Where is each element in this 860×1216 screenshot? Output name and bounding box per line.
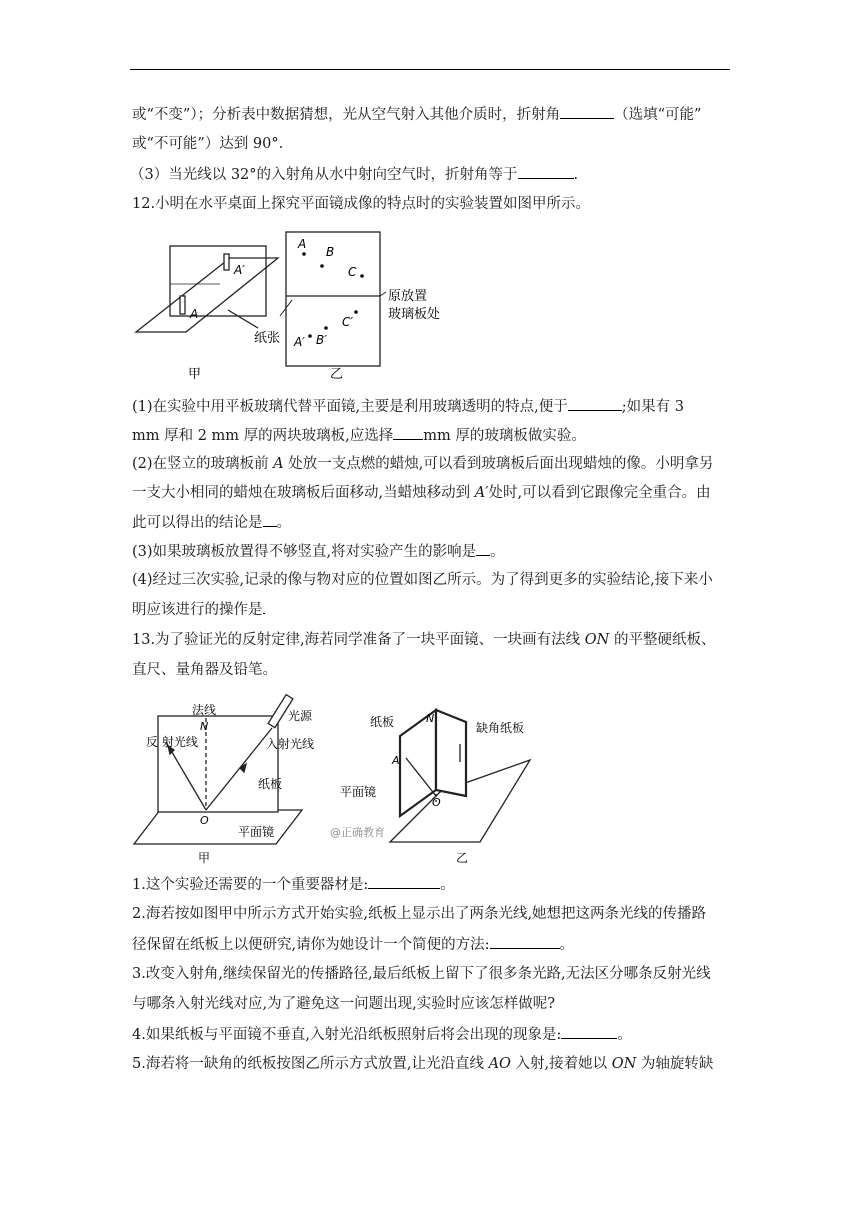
q12-p4-line2: 明应该进行的操作是 bbox=[132, 599, 265, 620]
label-reflect: 反 射光线 bbox=[146, 735, 198, 749]
q11-line1: 或“不变”）；分析表中数据猜想，光从空气射入其他介质时，折射角 （选填“可能” bbox=[132, 104, 701, 125]
label-jia: 甲 bbox=[188, 367, 202, 382]
answer-blank[interactable] bbox=[568, 396, 622, 411]
label-b: B bbox=[326, 245, 335, 259]
label-b-prime: B′ bbox=[316, 333, 327, 347]
label-notched: 缺角纸板 bbox=[476, 721, 525, 735]
label-o2: O bbox=[432, 796, 441, 809]
answer-blank[interactable] bbox=[560, 104, 614, 119]
answer-blank[interactable] bbox=[490, 934, 560, 949]
label-normal: 法线 bbox=[192, 703, 217, 717]
label-orig1: 原放置 bbox=[388, 289, 428, 304]
label-b-a: A bbox=[298, 237, 307, 251]
answer-blank[interactable] bbox=[263, 599, 265, 614]
header-rule bbox=[130, 69, 730, 70]
q12-title: 12.小明在水平桌面上探究平面镜成像的特点时的实验装置如图甲所示。 bbox=[132, 196, 591, 212]
q13-item5: 5.海若将一缺角的纸板按图乙所示方式放置,让光沿直线 AO 入射,接着她以 ON 为轴旋转缺 bbox=[132, 1056, 714, 1072]
q12-p2-line2: 一支大小相同的蜡烛在玻璃板后面移动,当蜡烛移动到 A′处时,可以看到它跟像完全重合。由 bbox=[132, 485, 711, 501]
q12-p2-line1: (2)在竖立的玻璃板前 A 处放一支点燃的蜡烛,可以看到玻璃板后面出现蜡烛的像。小明拿另 bbox=[132, 456, 714, 472]
answer-blank[interactable] bbox=[476, 541, 490, 556]
answer-blank[interactable] bbox=[263, 512, 277, 527]
figure-jia bbox=[136, 246, 278, 332]
q12-p2-line3: 此可以得出的结论是 。 bbox=[132, 512, 291, 533]
q12-p1-line1: (1)在实验中用平板玻璃代替平面镜,主要是利用玻璃透明的特点,便于 ;如果有 3 bbox=[132, 396, 684, 417]
q12-p1-line2: mm 厚和 2 mm 厚的两块玻璃板,应选择 mm 厚的玻璃板做实验。 bbox=[132, 425, 586, 446]
q13-item3-line2: 与哪条入射光线对应,为了避免这一问题出现,实验时应该怎样做呢? bbox=[132, 996, 555, 1012]
label-yi2: 乙 bbox=[456, 851, 469, 865]
q13-item2-line1: 2.海若按如图甲中所示方式开始实验,纸板上显示出了两条光线,她想把这两条光线的传播路 bbox=[132, 906, 707, 922]
label-paperboard: 纸板 bbox=[370, 715, 395, 729]
label-source: 光源 bbox=[288, 709, 313, 723]
label-a: A bbox=[190, 307, 199, 321]
label-a-prime: A′ bbox=[234, 263, 245, 277]
label-jia2: 甲 bbox=[198, 851, 211, 865]
label-yi: 乙 bbox=[330, 367, 344, 382]
label-n2: N bbox=[426, 712, 435, 725]
label-board: 纸板 bbox=[258, 777, 283, 791]
label-paper: 纸张 bbox=[254, 331, 281, 346]
label-n: N bbox=[200, 720, 209, 733]
label-a2: A bbox=[392, 754, 400, 767]
label-c-prime: C′ bbox=[342, 315, 354, 329]
q13-title: 13.为了验证光的反射定律,海若同学准备了一块平面镜、一块画有法线 ON 的平整硬纸板、 bbox=[132, 632, 716, 648]
q13-item2-line2: 径保留在纸板上以便研究,请你为她设计一个简便的方法: 。 bbox=[132, 934, 574, 955]
q13-item3-line1: 3.改变入射角,继续保留光的传播路径,最后纸板上留下了很多条光路,无法区分哪条反射光线 bbox=[132, 966, 711, 982]
label-incident: 入射光线 bbox=[266, 737, 315, 751]
q12-figure bbox=[130, 224, 460, 384]
label-orig2: 玻璃板处 bbox=[388, 307, 441, 322]
q11-line3: （3）当光线以 32°的入射角从水中射向空气时，折射角等于 . bbox=[130, 164, 578, 185]
q11-line2: 或“不可能”）达到 90°. bbox=[132, 136, 284, 152]
label-c: C bbox=[348, 265, 357, 279]
label-mirror2: 平面镜 bbox=[340, 785, 377, 799]
q13-title2: 直尺、量角器及铅笔。 bbox=[132, 662, 277, 678]
q12-p3: (3)如果玻璃板放置得不够竖直,将对实验产生的影响是 。 bbox=[132, 541, 505, 562]
label-a-prime2: A′ bbox=[294, 335, 305, 349]
answer-blank[interactable] bbox=[393, 425, 423, 440]
watermark: @正确教育 bbox=[330, 826, 385, 839]
q13-figure bbox=[130, 692, 550, 868]
answer-blank[interactable] bbox=[368, 874, 440, 889]
answer-blank[interactable] bbox=[518, 164, 574, 179]
q13-item4: 4.如果纸板与平面镜不垂直,入射光沿纸板照射后将会出现的现象是: 。 bbox=[132, 1024, 632, 1045]
answer-blank[interactable] bbox=[561, 1024, 617, 1039]
label-o: O bbox=[200, 814, 209, 827]
q13-figure-jia bbox=[134, 695, 302, 844]
label-mirror: 平面镜 bbox=[238, 825, 275, 839]
q13-item1: 1.这个实验还需要的一个重要器材是: 。 bbox=[132, 874, 455, 895]
q12-p4-line1: (4)经过三次实验,记录的像与物对应的位置如图乙所示。为了得到更多的实验结论,接下来小 bbox=[132, 572, 713, 588]
